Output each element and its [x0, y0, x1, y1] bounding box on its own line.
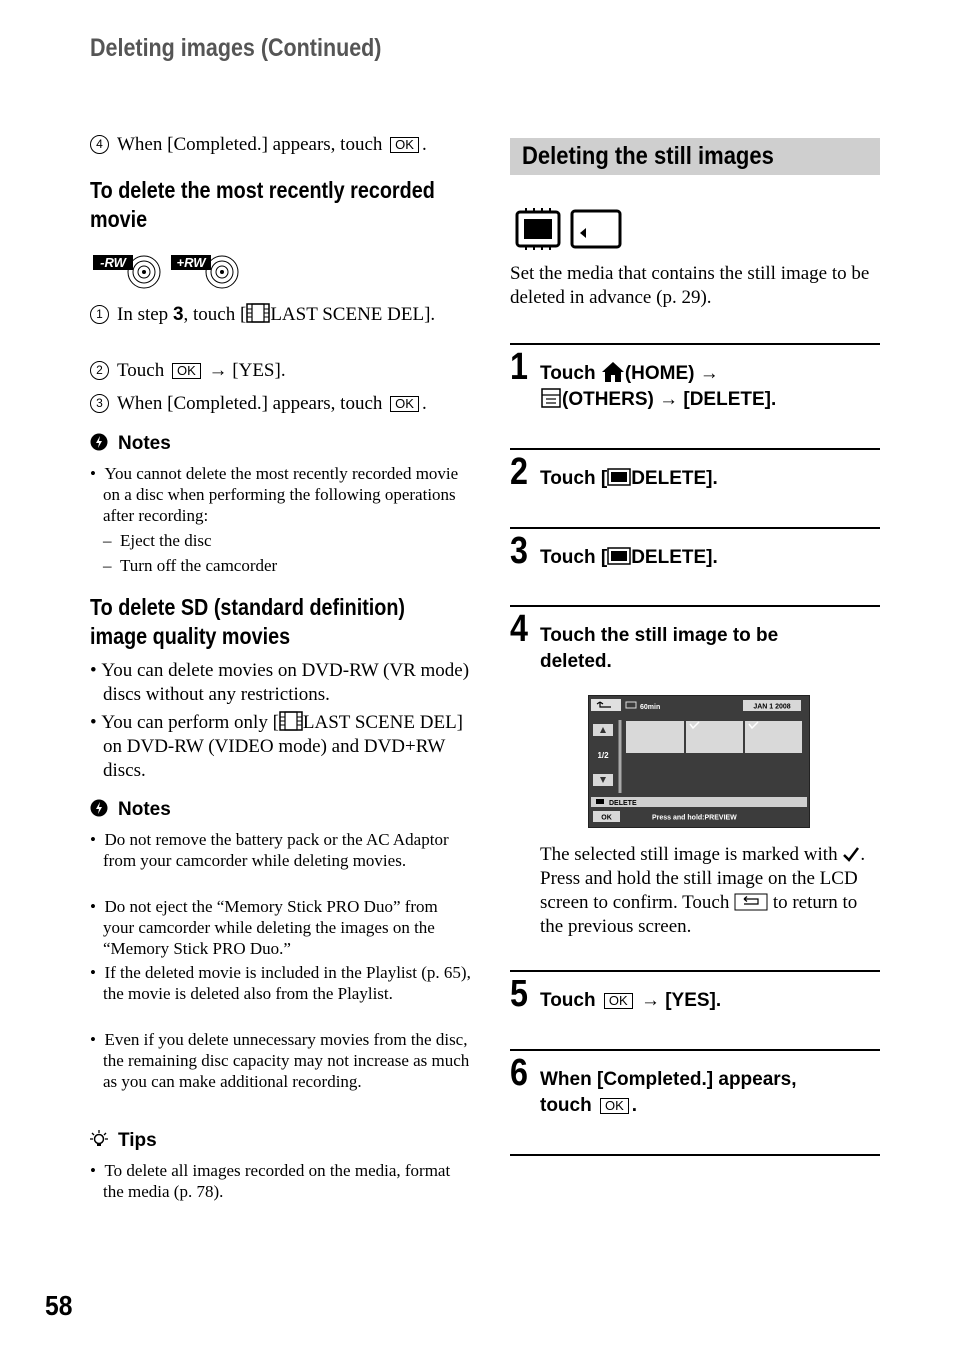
- ok-button-icon: OK: [172, 363, 201, 379]
- lcd-screen-illustration: [588, 695, 810, 828]
- svg-text:DELETE: DELETE: [609, 800, 637, 807]
- intro-text: Set the media that contains the still image to be deleted in advance (p. 29).: [510, 263, 870, 308]
- step-divider: [510, 527, 880, 529]
- notes-icon: [90, 433, 108, 451]
- note-item: • Do not remove the battery pack or the AC Adaptor from your camcorder while deleting movies.: [90, 830, 449, 870]
- notes-icon: [90, 799, 108, 817]
- svg-text:1/2: 1/2: [597, 751, 609, 760]
- running-header: Deleting images (Continued): [90, 34, 382, 62]
- note-item: • Even if you delete unnecessary movies from the disc, the remaining disc capacity may not increase as much as you can make additional recording.: [90, 1030, 470, 1091]
- step-number: 1: [510, 346, 528, 388]
- svg-text:JAN 1 2008: JAN 1 2008: [753, 703, 791, 711]
- note-sub-item: – Eject the disc: [103, 531, 212, 550]
- dvd-plus-rw-media-icon: [170, 252, 240, 295]
- step-divider: [510, 448, 880, 450]
- ok-button-icon: OK: [390, 137, 419, 153]
- film-icon: [279, 711, 303, 731]
- section-title: Deleting the still images: [522, 142, 774, 170]
- home-icon: [601, 361, 625, 383]
- others-icon: [540, 387, 562, 409]
- svg-text:Press and hold:PREVIEW: Press and hold:PREVIEW: [652, 814, 737, 822]
- film-icon: [246, 303, 270, 323]
- list-item: • You can delete movies on DVD-RW (VR mode) discs without any restrictions.: [90, 660, 470, 705]
- notes-heading: Notes: [90, 433, 460, 455]
- note-item: • Do not eject the “Memory Stick PRO Duo” from your camcorder while deleting the images on the “Memory Stick PRO Duo.”: [90, 897, 438, 958]
- note-item: • If the deleted movie is included in the Playlist (p. 65), the movie is deleted also from the Playlist.: [90, 963, 471, 1003]
- step-number: 2: [510, 451, 528, 493]
- step-divider: [510, 605, 880, 607]
- step-4-text: Touch the still image to be deleted.: [540, 625, 779, 672]
- note-item: • You cannot delete the most recently recorded movie on a disc when performing the following operations after recording:: [90, 464, 459, 525]
- step-6-text: When [Completed.] appears, touch OK .: [540, 1069, 797, 1116]
- svg-text:-RW: -RW: [100, 255, 126, 270]
- ok-button-icon: OK: [600, 1098, 629, 1114]
- step-number: 3: [510, 530, 528, 572]
- step-number: 5: [510, 973, 528, 1015]
- step-4-caption: The selected still image is marked with . Press and hold the still image on the LCD screen to confirm. Touch to return to the previous screen.: [540, 844, 866, 937]
- step-number: 4: [510, 608, 528, 650]
- return-icon: [734, 893, 768, 911]
- memory-stick-icon: [570, 209, 622, 254]
- still-image-icon: [607, 468, 631, 486]
- still-image-icon: [607, 547, 631, 565]
- svg-text:60min: 60min: [640, 704, 661, 711]
- lightbulb-icon: [90, 1130, 108, 1148]
- tip-item: • To delete all images recorded on the media, format the media (p. 78).: [90, 1161, 451, 1201]
- substep-3: 3 When [Completed.] appears, touch OK .: [90, 392, 460, 415]
- ok-button-icon: OK: [390, 396, 419, 412]
- page-number: 58: [45, 1290, 73, 1321]
- substep-number: 4: [90, 135, 109, 154]
- dvd-rw-media-icon: [92, 252, 162, 295]
- step-divider: [510, 1154, 880, 1156]
- svg-text:+RW: +RW: [176, 255, 206, 270]
- step-divider: [510, 970, 880, 972]
- note-sub-item: – Turn off the camcorder: [103, 556, 278, 575]
- notes-heading: Notes: [90, 799, 460, 821]
- step-divider: [510, 343, 880, 345]
- list-item: • You can perform only [ LAST SCENE DEL] on DVD-RW (VIDEO mode) and DVD+RW discs.: [90, 712, 463, 781]
- internal-memory-icon: [514, 207, 562, 256]
- step-2-text: Touch [ DELETE].: [540, 468, 718, 489]
- svg-text:OK: OK: [601, 814, 612, 822]
- subheading-recent-movie: To delete the most recently recorded movie: [90, 177, 435, 232]
- tips-heading: Tips: [90, 1130, 460, 1152]
- ok-button-icon: OK: [604, 993, 633, 1009]
- substep-1: 1 In step 3, touch [ LAST SCENE DEL].: [90, 303, 460, 326]
- substep-4: 4 When [Completed.] appears, touch OK .: [90, 133, 460, 156]
- step-1-text: Touch (HOME) → (OTHERS) → [DELETE].: [540, 363, 777, 410]
- step-divider: [510, 1049, 880, 1051]
- subheading-sd-movies: To delete SD (standard definition) image quality movies: [90, 594, 406, 649]
- checkmark-icon: [842, 845, 860, 863]
- step-number: 6: [510, 1052, 528, 1094]
- step-3-text: Touch [ DELETE].: [540, 547, 718, 568]
- substep-2: 2 Touch OK → [YES].: [90, 359, 460, 382]
- step-5-text: Touch OK → [YES].: [540, 990, 722, 1011]
